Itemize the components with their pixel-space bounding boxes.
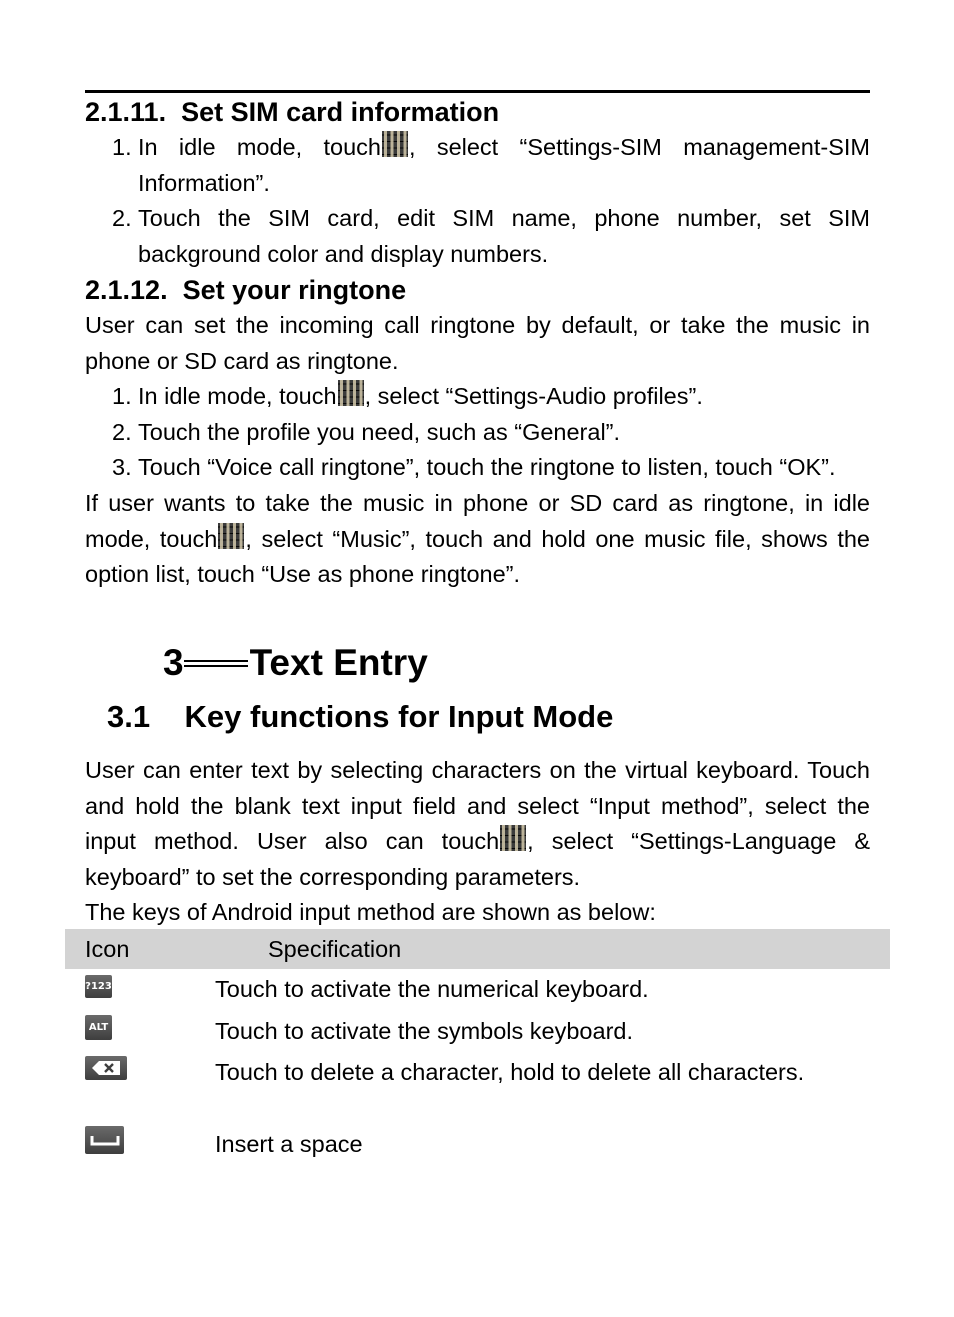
alt-symbols-key-icon: ALT: [85, 1015, 112, 1040]
outro-paragraph: If user wants to take the music in phone or SD card as ringtone, in idle mode, touch , select “Music”, touch and hold one music file, shows the option list, touch “Use as phone ringtone”.: [85, 489, 870, 588]
chapter-separator: [184, 660, 248, 667]
app-grid-menu-icon: [500, 825, 526, 851]
list-item: 1. In idle mode, touch , select “Settings-SIM management-SIM Information”.: [85, 130, 870, 201]
list-item: 3. Touch “Voice call ringtone”, touch the ringtone to listen, touch “OK”.: [112, 454, 836, 481]
chapter-heading: [163, 640, 428, 686]
column-header-icon: Icon: [85, 936, 130, 962]
space-key-icon: [85, 1126, 124, 1154]
table-cell-spec-line1: Touch to delete a character, hold to delete all characters.: [215, 1059, 805, 1085]
list-item: 2. Touch the SIM card, edit SIM name, phone number, set SIM background color and display numbers.: [112, 205, 870, 267]
app-grid-menu-icon: [382, 131, 408, 157]
table-cell-spec: Touch to activate the symbols keyboard.: [215, 1018, 633, 1044]
section-3-1-body: [85, 753, 870, 931]
steps-list: [85, 379, 870, 486]
column-header-specification: Specification: [268, 936, 402, 962]
body-paragraph: User can enter text by selecting characters on the virtual keyboard. Touch and hold the blank text input field and select “Input method”, select the input method. User also can touch , select “Settings-Language & keyboard” to set the corresponding parameters.: [85, 757, 870, 890]
table-cell-spec: Touch to activate the numerical keyboard.: [215, 976, 649, 1002]
intro-paragraph: User can set the incoming call ringtone by default, or take the music in phone or SD card as ringtone.: [85, 312, 870, 374]
section-heading: 2.1.12. Set your ringtone: [85, 275, 407, 305]
section-2-1-11: [85, 94, 870, 272]
backspace-glyph-icon: [92, 1061, 120, 1075]
app-grid-menu-icon: [338, 380, 364, 406]
table-header: [65, 929, 890, 969]
section-heading: 2.1.11. Set SIM card information: [85, 97, 500, 127]
steps-list: [85, 130, 870, 272]
section-heading-3-1: 3.1 Key functions for Input Mode: [107, 699, 614, 734]
backspace-delete-key-icon: [85, 1056, 127, 1080]
body-paragraph: The keys of Android input method are shown as below:: [85, 899, 656, 926]
header-rule: [85, 90, 870, 93]
chapter-title: Text Entry: [249, 642, 428, 683]
app-grid-menu-icon: [218, 523, 244, 549]
table-cell-spec: Insert a space: [215, 1131, 363, 1157]
numeric-keyboard-key-icon: ?123: [85, 975, 112, 998]
space-glyph-icon: [90, 1134, 120, 1146]
chapter-number: 3: [163, 642, 184, 683]
section-2-1-12: [85, 272, 870, 593]
list-item: 2. Touch the profile you need, such as “General”.: [112, 418, 621, 445]
list-item: 1. In idle mode, touch , select “Settings-Audio profiles”.: [85, 379, 870, 415]
